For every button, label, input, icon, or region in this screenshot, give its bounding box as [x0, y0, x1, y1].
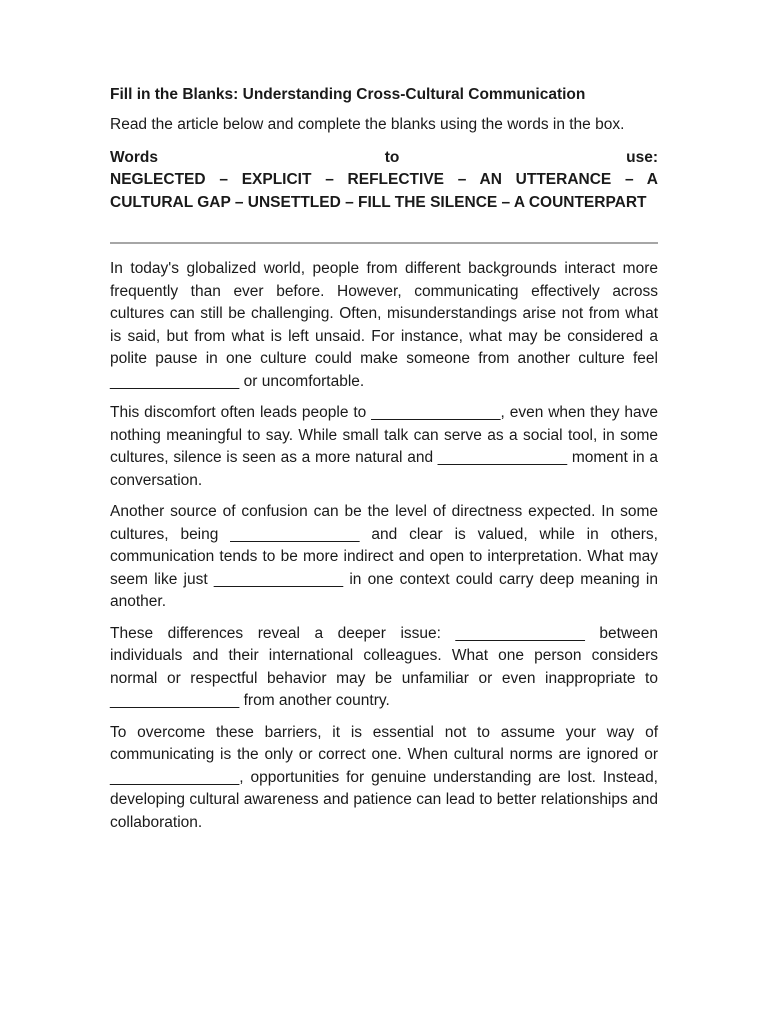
article-paragraph-5: To overcome these barriers, it is essential not to assume your way of communicating is the only or correct one. When cultural norms are ignored or _______________, opportunities for genuine understanding are lost. Instead, developing cultural awareness and patience can lead to better relationships and collaboration.: [110, 723, 658, 831]
article-body: [110, 258, 658, 834]
word-bank: NEGLECTED – EXPLICIT – REFLECTIVE – AN UTTERANCE – A CULTURAL GAP – UNSETTLED – FILL THE SILENCE – A COUNTERPART: [110, 171, 658, 211]
divider: [110, 242, 658, 244]
worksheet: [110, 84, 658, 843]
words-heading: Words to use:: [110, 148, 658, 166]
article-paragraph-3: Another source of confusion can be the level of directness expected. In some cultures, being _______________ and clear is valued, while in others, communication tends to be more indirect and open to interpretation. What may seem like just _______________ in one context could carry deep meaning in another.: [110, 503, 658, 610]
article-paragraph-4: These differences reveal a deeper issue: _______________ between individuals and their international colleagues. What one person considers normal or respectful behavior may be unfamiliar or even inappropriate to _______________ from another country.: [110, 624, 658, 709]
instructions-text: Read the article below and complete the blanks using the words in the box.: [110, 116, 625, 133]
article-paragraph-2: This discomfort often leads people to _______________, even when they have nothing meaningful to say. While small talk can serve as a social tool, in some cultures, silence is seen as a more natural and _______________ moment in a conversation.: [110, 404, 658, 489]
article-paragraph-1: In today's globalized world, people from different backgrounds interact more frequently than ever before. However, communicating effectively across cultures can still be challenging. Often, misunderstandings arise not from what is said, but from what is left unsaid. For instance, what may be considered a polite pause in one culture could make someone from another culture feel _______________ or uncomfortable.: [110, 260, 658, 390]
worksheet-title: Fill in the Blanks: Understanding Cross-Cultural Communication: [110, 86, 586, 103]
